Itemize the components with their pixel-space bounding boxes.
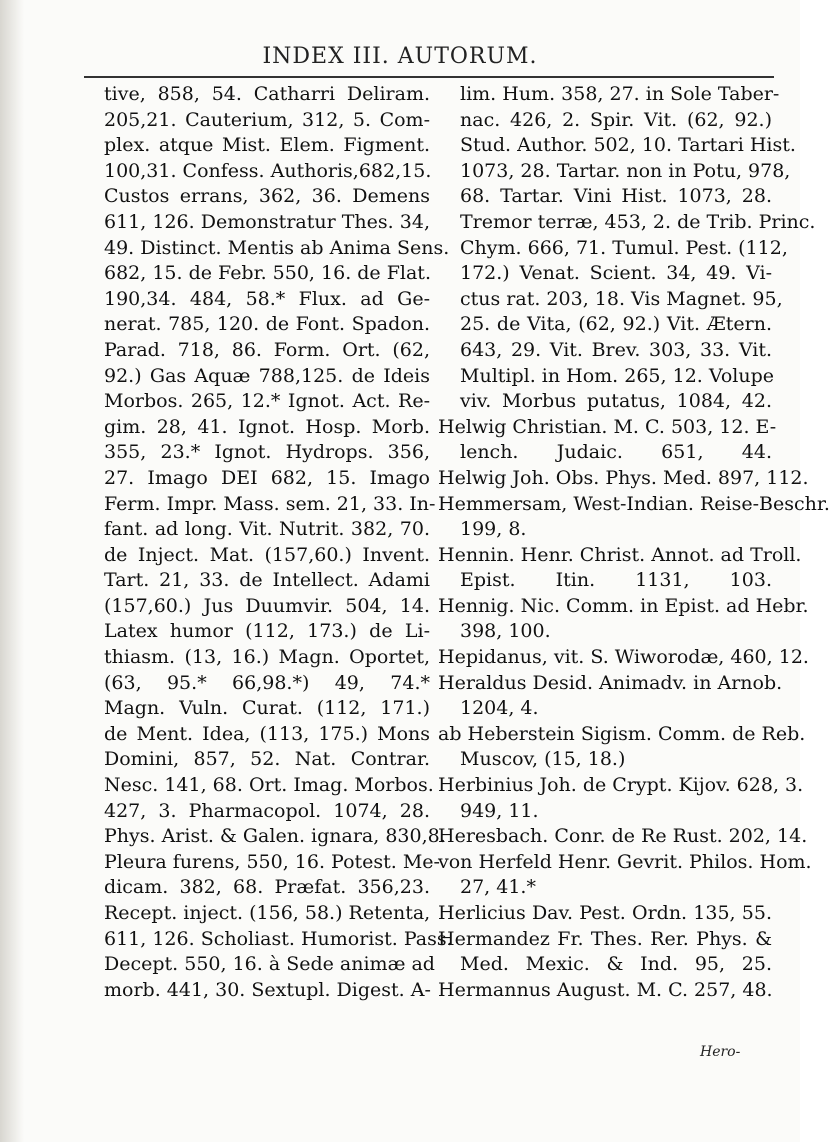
index-entry-line: Hermandez Fr. Thes. Rer. Phys. & bbox=[438, 927, 772, 950]
index-line: 355, 23.* Ignot. Hydrops. 356, bbox=[104, 441, 430, 464]
page-edge-shadow bbox=[0, 0, 24, 1142]
index-entry-line: Herbinius Joh. de Crypt. Kijov. 628, 3. bbox=[438, 774, 804, 797]
index-line: Tart. 21, 33. de Intellect. Adami bbox=[104, 569, 430, 592]
index-line: 427, 3. Pharmacopol. 1074, 28. bbox=[104, 799, 430, 822]
index-line: Parad. 718, 86. Form. Ort. (62, bbox=[104, 338, 430, 361]
index-entry-line: Heresbach. Conr. de Re Rust. 202, 14. bbox=[438, 825, 808, 848]
index-continuation-line: Chym. 666, 71. Tumul. Pest. (112, bbox=[460, 236, 788, 259]
index-line: Nesc. 141, 68. Ort. Imag. Morbos. bbox=[104, 774, 434, 797]
index-entry-line: Hennig. Nic. Comm. in Epist. ad Hebr. bbox=[438, 594, 809, 617]
index-entry-line: Hennin. Henr. Christ. Annot. ad Troll. bbox=[438, 543, 802, 566]
index-continuation-line: Muscov, (15, 18.) bbox=[460, 748, 626, 771]
index-continuation-line: 1204, 4. bbox=[460, 697, 539, 720]
index-line: 100,31. Confess. Authoris,682,15. bbox=[104, 159, 432, 182]
index-line: Pleura furens, 550, 16. Potest. Me- bbox=[104, 850, 440, 873]
index-continuation-line: Stud. Author. 502, 10. Tartari Hist. bbox=[460, 134, 796, 157]
index-line: plex. atque Mist. Elem. Figment. bbox=[104, 134, 430, 157]
index-continuation-line: 68. Tartar. Vini Hist. 1073, 28. bbox=[460, 185, 772, 208]
index-line: Magn. Vuln. Curat. (112, 171.) bbox=[104, 697, 430, 720]
index-entry-line: Hermannus August. M. C. 257, 48. bbox=[438, 978, 773, 1001]
index-continuation-line: 1073, 28. Tartar. non in Potu, 978, bbox=[460, 159, 791, 182]
index-entry-line: Helwig Christian. M. C. 503, 12. E- bbox=[438, 415, 777, 438]
index-line: 611, 126. Scholiast. Humorist. Pass. bbox=[104, 927, 453, 950]
index-line: Decept. 550, 16. à Sede animæ ad bbox=[104, 953, 435, 976]
index-line: 190,34. 484, 58.* Flux. ad Ge- bbox=[104, 287, 430, 310]
index-line: Ferm. Impr. Mass. sem. 21, 33. In- bbox=[104, 492, 436, 515]
index-line: Custos errans, 362, 36. Demens bbox=[104, 185, 430, 208]
index-line: de Ment. Idea, (113, 175.) Mons bbox=[104, 722, 430, 745]
index-line: thiasm. (13, 16.) Magn. Oportet, bbox=[104, 646, 430, 669]
index-entry-line: Heraldus Desid. Animadv. in Arnob. bbox=[438, 671, 783, 694]
index-continuation-line: viv. Morbus putatus, 1084, 42. bbox=[460, 390, 772, 413]
index-continuation-line: Tremor terræ, 453, 2. de Trib. Princ. bbox=[460, 210, 816, 233]
catchword: Hero- bbox=[700, 1044, 741, 1060]
index-entry-line: ab Heberstein Sigism. Comm. de Reb. bbox=[438, 722, 806, 745]
running-head: INDEX III. AUTORUM. bbox=[262, 44, 538, 69]
index-line: 611, 126. Demonstratur Thes. 34, bbox=[104, 210, 430, 233]
index-continuation-line: 25. de Vita, (62, 92.) Vit. Ætern. bbox=[460, 313, 772, 336]
index-continuation-line: Med. Mexic. & Ind. 95, 25. bbox=[460, 953, 772, 976]
index-continuation-line: 643, 29. Vit. Brev. 303, 33. Vit. bbox=[460, 338, 772, 361]
index-line: 92.) Gas Aquæ 788,125. de Ideis bbox=[104, 364, 430, 387]
index-line: Domini, 857, 52. Nat. Contrar. bbox=[104, 748, 430, 771]
index-line: de Inject. Mat. (157,60.) Invent. bbox=[104, 543, 430, 566]
index-line: gim. 28, 41. Ignot. Hosp. Morb. bbox=[104, 415, 430, 438]
index-continuation-line: lench. Judaic. 651, 44. bbox=[460, 441, 772, 464]
index-entry-line: Herlicius Dav. Pest. Ordn. 135, 55. bbox=[438, 902, 772, 924]
index-line: 682, 15. de Febr. 550, 16. de Flat. bbox=[104, 262, 431, 285]
index-continuation-line: 949, 11. bbox=[460, 799, 539, 822]
index-line: dicam. 382, 68. Præfat. 356,23. bbox=[104, 876, 430, 899]
index-line: Latex humor (112, 173.) de Li- bbox=[104, 620, 430, 643]
index-continuation-line: Multipl. in Hom. 265, 12. Volupe bbox=[460, 364, 774, 387]
index-line: Recept. inject. (156, 58.) Retenta, bbox=[104, 902, 431, 924]
index-line: Phys. Arist. & Galen. ignara, 830,8. bbox=[104, 825, 446, 848]
index-line: morb. 441, 30. Sextupl. Digest. A- bbox=[104, 978, 431, 1001]
right-column bbox=[438, 82, 830, 1003]
index-continuation-line: 27, 41.* bbox=[460, 876, 536, 899]
index-entry-line: Helwig Joh. Obs. Phys. Med. 897, 112. bbox=[438, 466, 809, 489]
index-continuation-line: nac. 426, 2. Spir. Vit. (62, 92.) bbox=[460, 108, 772, 131]
index-line: (63, 95.* 66,98.*) 49, 74.* bbox=[104, 671, 430, 694]
index-continuation-line: Epist. Itin. 1131, 103. bbox=[460, 569, 772, 592]
index-entry-line: Hepidanus, vit. S. Wiworodæ, 460, 12. bbox=[438, 646, 809, 669]
left-column bbox=[104, 82, 453, 1003]
index-entry-line: von Herfeld Henr. Gevrit. Philos. Hom. bbox=[438, 850, 812, 873]
index-entry-line: Hemmersam, West-Indian. Reise-Beschr. bbox=[438, 492, 830, 515]
index-line: fant. ad long. Vit. Nutrit. 382, 70. bbox=[104, 518, 430, 541]
index-continuation-line: ctus rat. 203, 18. Vis Magnet. 95, bbox=[460, 287, 783, 310]
index-continuation-line: 398, 100. bbox=[460, 620, 551, 643]
index-continuation-line: lim. Hum. 358, 27. in Sole Taber- bbox=[460, 83, 780, 105]
index-line: 27. Imago DEI 682, 15. Imago bbox=[104, 466, 430, 489]
index-line: 205,21. Cauterium, 312, 5. Com- bbox=[104, 108, 430, 131]
index-line: (157,60.) Jus Duumvir. 504, 14. bbox=[104, 594, 430, 617]
index-line: 49. Distinct. Mentis ab Anima Sens. bbox=[104, 236, 450, 259]
header-rule bbox=[84, 76, 774, 78]
index-continuation-line: 199, 8. bbox=[460, 518, 527, 541]
index-continuation-line: 172.) Venat. Scient. 34, 49. Vi- bbox=[460, 262, 772, 285]
index-line: nerat. 785, 120. de Font. Spadon. bbox=[104, 313, 430, 336]
index-line: Morbos. 265, 12.* Ignot. Act. Re- bbox=[104, 390, 430, 413]
index-line: tive, 858, 54. Catharri Deliram. bbox=[104, 83, 430, 105]
